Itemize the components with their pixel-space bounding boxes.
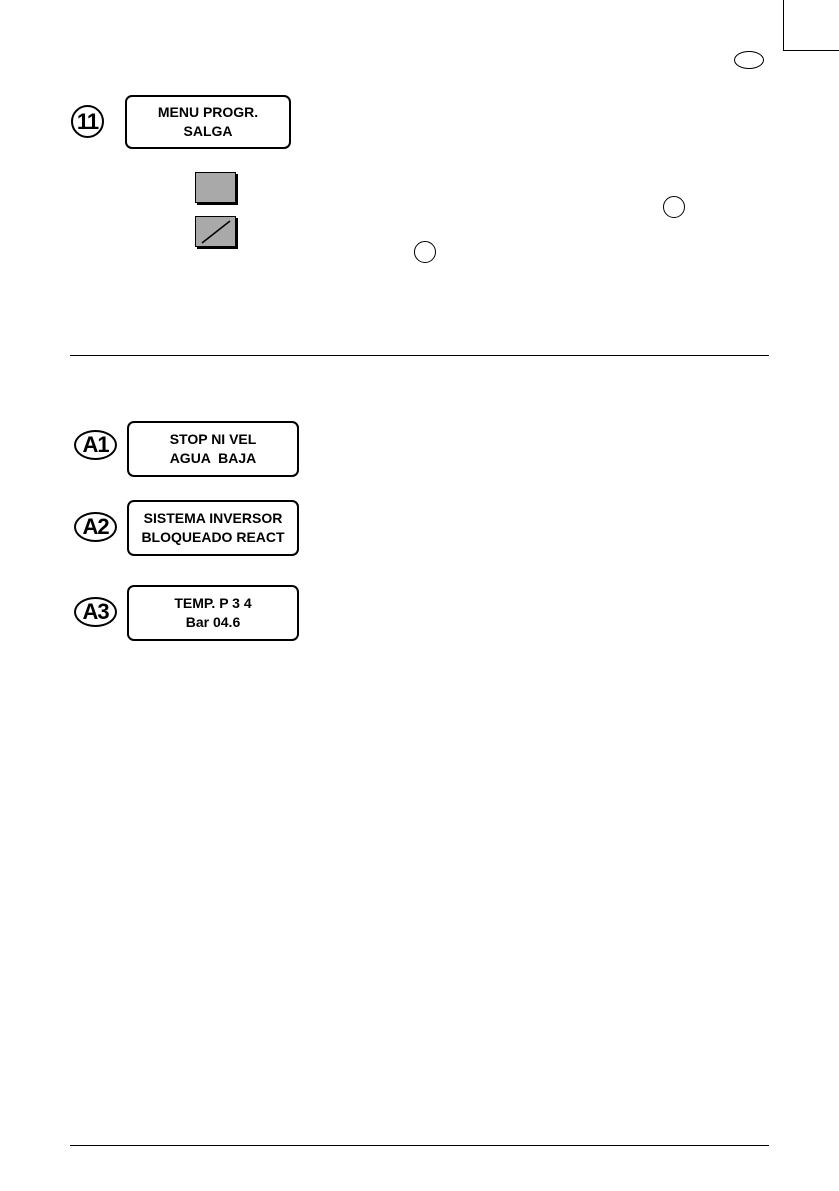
language-badge [734,51,764,69]
lcd-line-1: TEMP. P 3 4 [174,595,252,611]
step-number: 11 [76,108,99,134]
lcd-display-alarm-a2 [127,500,299,556]
lcd-line-1: SISTEMA INVERSOR [143,510,283,526]
lcd-display-menu-progr [125,95,291,149]
crop-mark-vertical [783,0,784,50]
lcd-display-alarm-a1 [127,421,299,477]
reference-circle-icon [663,196,685,218]
step-number: A2 [82,514,109,539]
step-marker-a3 [74,597,117,627]
step-marker-a1 [74,430,117,460]
lcd-line-2: AGUA BAJA [169,450,257,466]
lcd-line-2: SALGA [183,123,233,139]
slash-key-icon [195,216,236,247]
crop-mark-horizontal [783,50,839,51]
lcd-line-2: BLOQUEADO REACT [141,529,285,545]
step-marker-11 [71,105,104,138]
section-divider [70,355,769,356]
step-number: A1 [82,432,109,457]
step-number: A3 [82,599,109,624]
blank-key-icon [195,172,236,203]
lcd-line-2: Bar 04.6 [185,614,241,630]
lcd-line-1: STOP NI VEL [169,431,257,447]
reference-circle-icon [414,241,436,263]
footer-divider [70,1145,769,1146]
step-marker-a2 [74,512,117,542]
lcd-display-alarm-a3 [127,585,299,641]
lcd-line-1: MENU PROGR. [157,104,259,120]
